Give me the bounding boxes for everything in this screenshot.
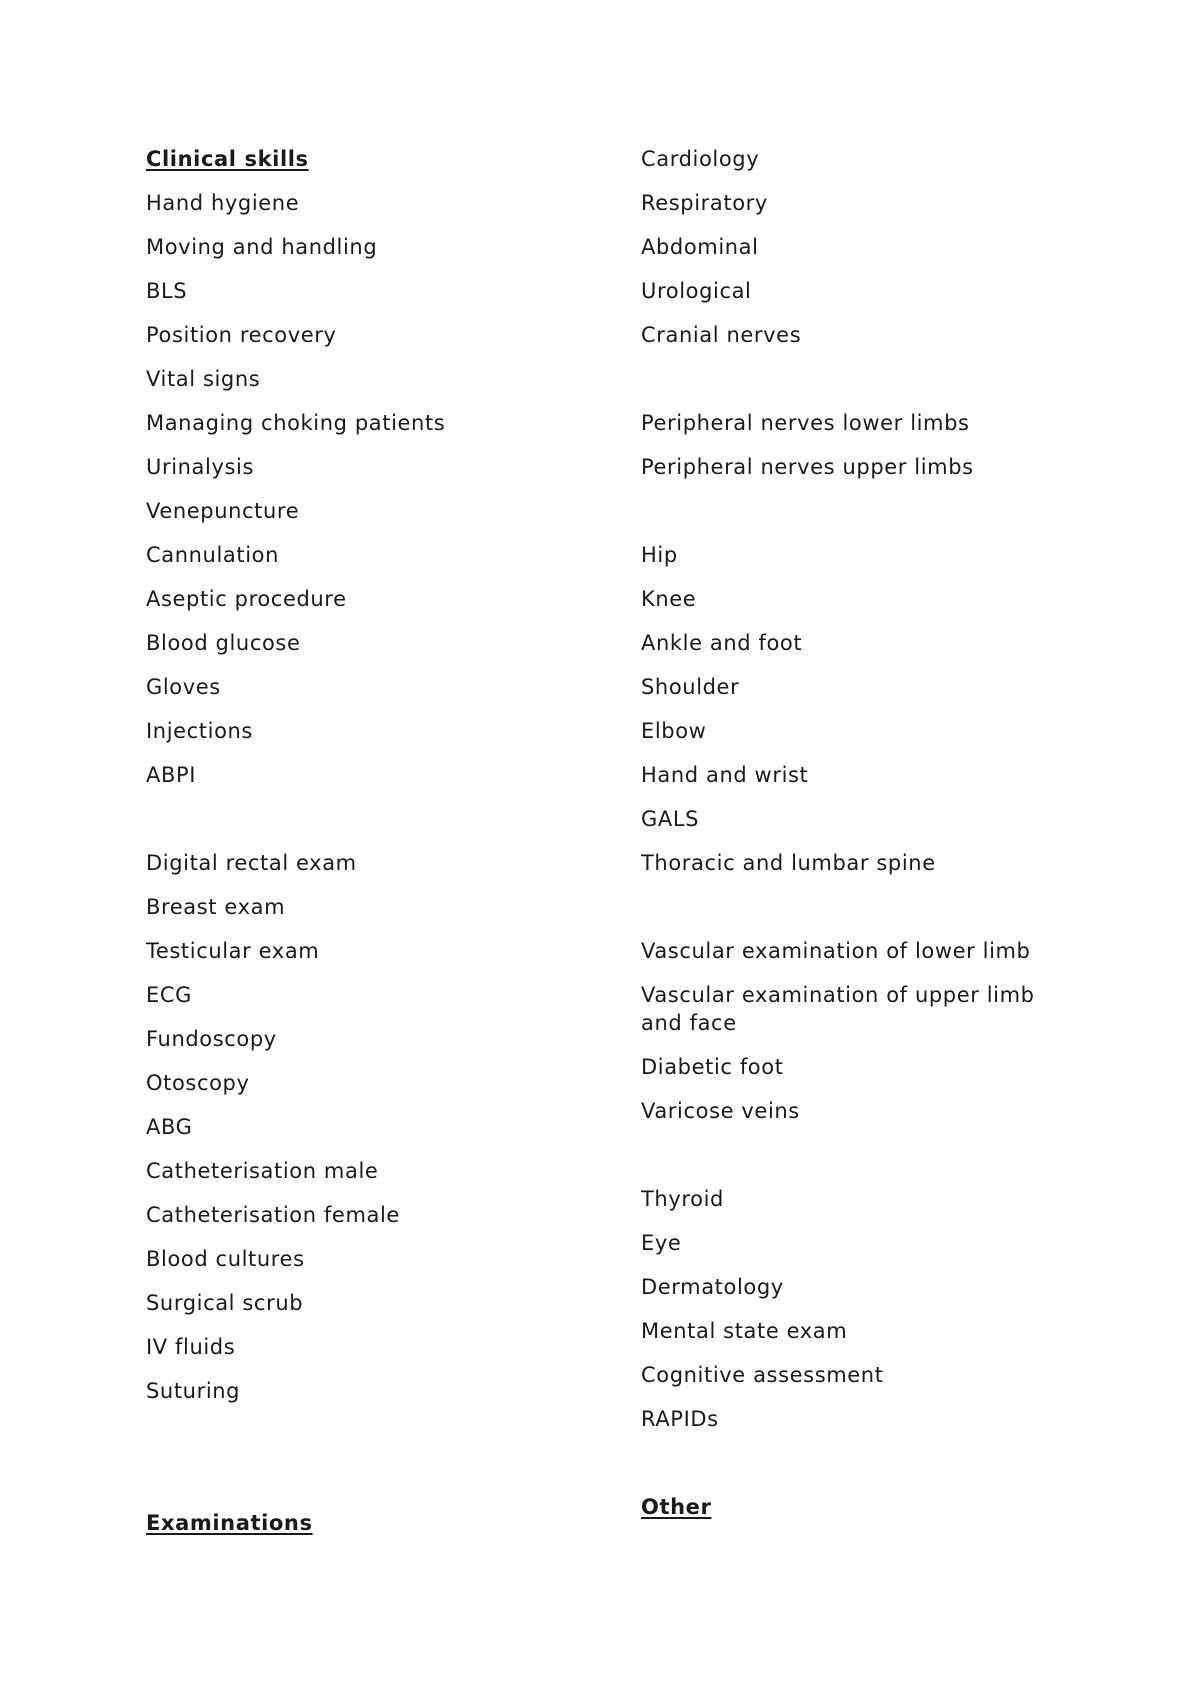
list-item: RAPIDs bbox=[641, 1407, 719, 1431]
list-item: Cognitive assessment bbox=[641, 1363, 884, 1387]
list-item: ABPI bbox=[146, 763, 197, 787]
list-item: ECG bbox=[146, 983, 193, 1007]
list-item: Digital rectal exam bbox=[146, 851, 357, 875]
list-item: Venepuncture bbox=[146, 499, 300, 523]
list-item: Moving and handling bbox=[146, 235, 378, 259]
list-item: Abdominal bbox=[641, 235, 759, 259]
list-item: Vascular examination of upper limb and face bbox=[641, 983, 1035, 1035]
right-column bbox=[641, 145, 1071, 1537]
list-item: Ankle and foot bbox=[641, 631, 803, 655]
list-item: Suturing bbox=[146, 1379, 241, 1403]
list-item: Mental state exam bbox=[641, 1319, 848, 1343]
spacer bbox=[641, 497, 1071, 525]
list-item: Breast exam bbox=[146, 895, 286, 919]
list-item: Knee bbox=[641, 587, 697, 611]
section-heading-other: Other bbox=[641, 1495, 712, 1519]
list-item: Position recovery bbox=[146, 323, 337, 347]
list-item: Dermatology bbox=[641, 1275, 784, 1299]
list-item: Cannulation bbox=[146, 543, 279, 567]
list-item: Hand hygiene bbox=[146, 191, 300, 215]
list-item: Peripheral nerves lower limbs bbox=[641, 411, 970, 435]
list-item: Varicose veins bbox=[641, 1099, 800, 1123]
list-item: GALS bbox=[641, 807, 700, 831]
spacer bbox=[641, 893, 1071, 921]
list-item: Hand and wrist bbox=[641, 763, 809, 787]
list-item: Managing choking patients bbox=[146, 411, 446, 435]
list-item: Elbow bbox=[641, 719, 707, 743]
list-item: Surgical scrub bbox=[146, 1291, 304, 1315]
section-heading-clinical-skills: Clinical skills bbox=[146, 147, 309, 171]
list-item: Aseptic procedure bbox=[146, 587, 347, 611]
left-column bbox=[146, 145, 586, 1553]
list-item: Hip bbox=[641, 543, 678, 567]
list-item: Urological bbox=[641, 279, 752, 303]
spacer bbox=[641, 1141, 1071, 1169]
list-item: ABG bbox=[146, 1115, 193, 1139]
list-item: Peripheral nerves upper limbs bbox=[641, 455, 974, 479]
spacer bbox=[146, 805, 586, 833]
list-item: Otoscopy bbox=[146, 1071, 250, 1095]
list-item: Fundoscopy bbox=[146, 1027, 277, 1051]
spacer bbox=[641, 1449, 1071, 1477]
list-item: Injections bbox=[146, 719, 253, 743]
list-item: Testicular exam bbox=[146, 939, 320, 963]
list-item: Vascular examination of lower limb bbox=[641, 939, 1031, 963]
list-item: Gloves bbox=[146, 675, 221, 699]
list-item: Urinalysis bbox=[146, 455, 254, 479]
spacer bbox=[641, 365, 1071, 393]
list-item: Respiratory bbox=[641, 191, 768, 215]
list-item: IV fluids bbox=[146, 1335, 236, 1359]
section-heading-examinations: Examinations bbox=[146, 1511, 313, 1535]
list-item: Diabetic foot bbox=[641, 1055, 784, 1079]
list-item: Vital signs bbox=[146, 367, 261, 391]
list-item: Catheterisation male bbox=[146, 1159, 379, 1183]
list-item: Shoulder bbox=[641, 675, 740, 699]
list-item: Cardiology bbox=[641, 147, 760, 171]
list-item: Blood cultures bbox=[146, 1247, 305, 1271]
spacer bbox=[146, 1421, 586, 1493]
list-item: Thyroid bbox=[641, 1187, 724, 1211]
list-item: Eye bbox=[641, 1231, 682, 1255]
list-item: Thoracic and lumbar spine bbox=[641, 851, 936, 875]
list-item: BLS bbox=[146, 279, 188, 303]
list-item: Catheterisation female bbox=[146, 1203, 400, 1227]
list-item: Blood glucose bbox=[146, 631, 301, 655]
list-item: Cranial nerves bbox=[641, 323, 802, 347]
